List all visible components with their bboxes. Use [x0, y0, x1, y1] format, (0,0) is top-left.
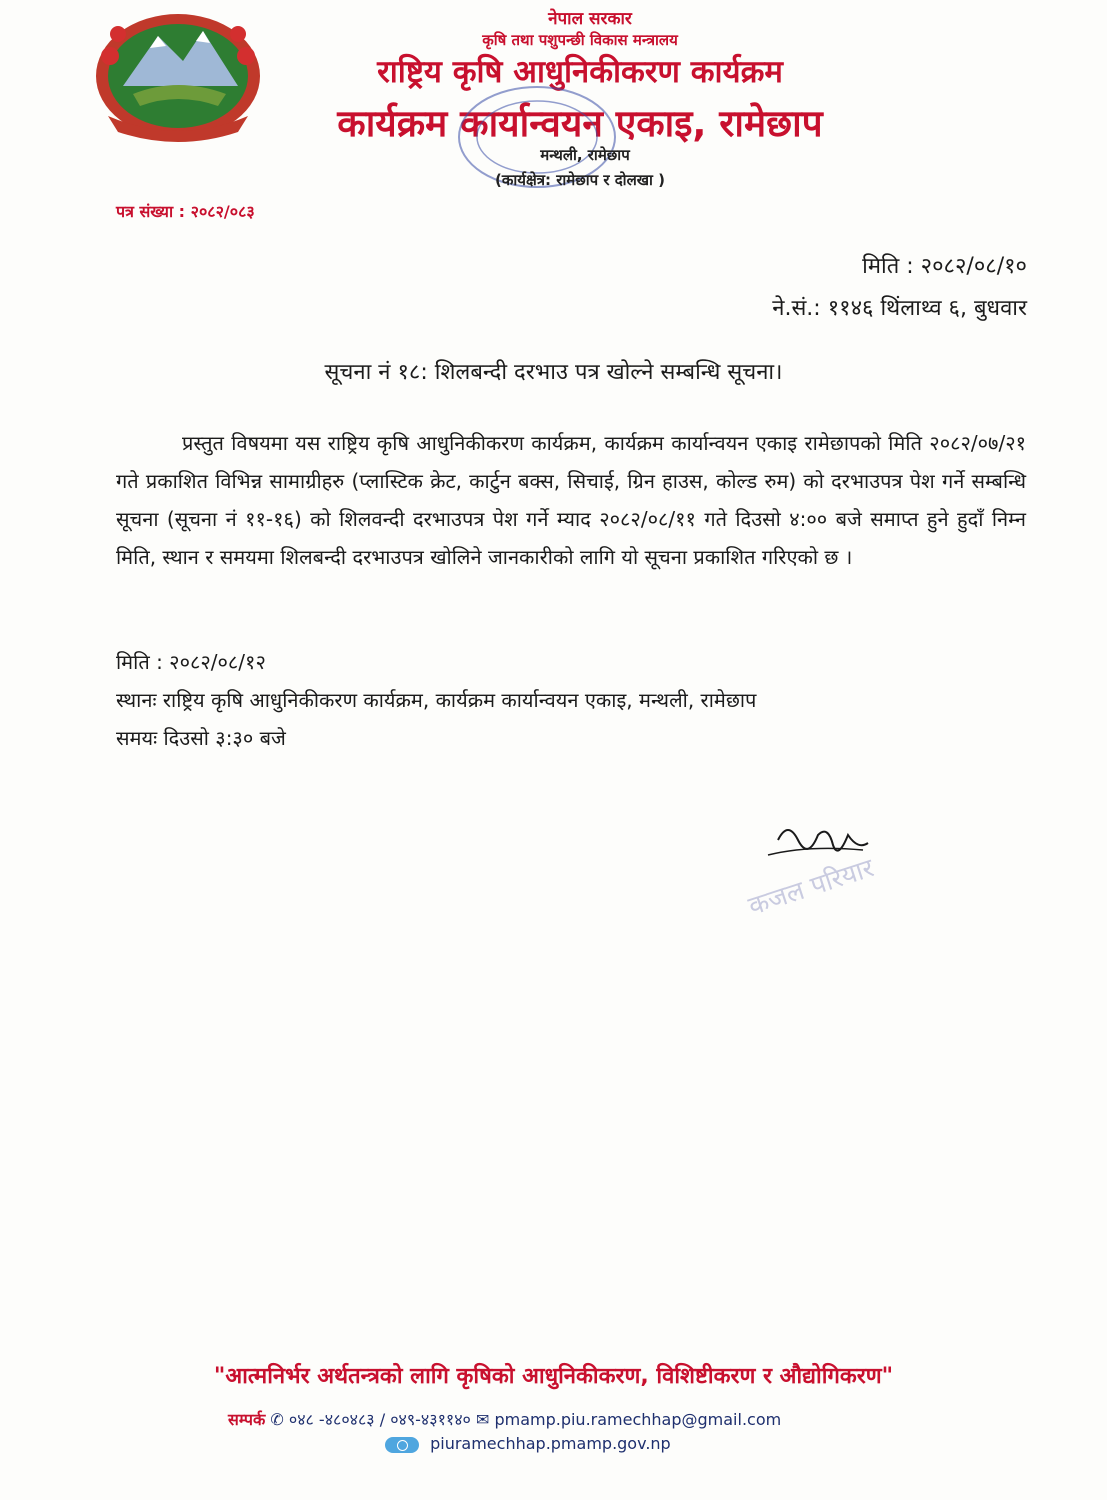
phone-numbers: ०४८ -४८०४८३ / ०४९-४३११४०: [288, 1410, 471, 1429]
government-name: नेपाल सरकार: [548, 9, 632, 29]
opening-date: मिति : २०८२/०८/१२: [116, 650, 266, 674]
nepal-sambat-date: ने.सं.: ११४६ थिंलाथ्व ६, बुधवार: [772, 296, 1027, 321]
email-link[interactable]: pmamp.piu.ramechhap@gmail.com: [494, 1410, 782, 1429]
signature-stamp-text: कजल परियार: [744, 853, 878, 922]
nepal-emblem-icon: [88, 6, 268, 146]
signature-icon: [738, 805, 888, 935]
notice-body: प्रस्तुत विषयमा यस राष्ट्रिय कृषि आधुनिकीकरण कार्यक्रम, कार्यक्रम कार्यान्वयन एकाइ रामेछापको मिति २०८२/०७/२१ गते प्रकाशित विभिन्न सामाग्रीहरु (प्लास्टिक क्रेट, कार्टुन बक्स, सिचाई, ग्रिन हाउस, कोल्ड रुम) को दरभाउपत्र पेश गर्ने सम्बन्धि सूचना (सूचना नं ११-१६) को शिलवन्दी दरभाउपत्र पेश गर्ने म्याद २०८२/०८/११ गते दिउसो ४:०० बजे समाप्त हुने हुदाँ निम्न मिति, स्थान र समयमा शिलबन्दी दरभाउपत्र खोलिने जानकारीको लागि यो सूचना प्रकाशित गरिएको छ ।: [116, 431, 1026, 569]
ministry-name: कृषि तथा पशुपन्छी विकास मन्त्रालय: [482, 31, 678, 49]
reference-number: पत्र संख्या : २०८२/०८३: [116, 202, 255, 221]
program-name: राष्ट्रिय कृषि आधुनिकीकरण कार्यक्रम: [377, 54, 783, 90]
footer-contact: [228, 1408, 781, 1430]
website-link[interactable]: piuramechhap.pmamp.gov.np: [430, 1434, 671, 1453]
phone-icon: ✆: [270, 1410, 284, 1429]
opening-place: स्थानः राष्ट्रिय कृषि आधुनिकीकरण कार्यक्रम, कार्यक्रम कार्यान्वयन एकाइ, मन्थली, रामेछाप: [116, 688, 757, 712]
opening-time: समयः दिउसो ३:३० बजे: [116, 726, 286, 750]
issue-date: मिति : २०८२/०८/१०: [862, 254, 1027, 279]
globe-icon: [385, 1437, 419, 1453]
date-block: [772, 246, 1027, 330]
notice-subject: सूचना नं १८: शिलबन्दी दरभाउ पत्र खोल्ने सम्बन्धि सूचना।: [324, 360, 783, 385]
footer-slogan: "आत्मनिर्भर अर्थतन्त्रको लागि कृषिको आधुनिकीकरण, विशिष्टीकरण र औद्योगिकरण": [213, 1364, 894, 1389]
footer-website: [385, 1434, 671, 1453]
opening-details: [116, 643, 756, 757]
office-area: (कार्यक्षेत्र: रामेछाप र दोलखा ): [495, 171, 665, 189]
contact-label: सम्पर्क: [228, 1410, 266, 1429]
letterhead: [0, 0, 1107, 230]
email-icon: ✉: [475, 1410, 490, 1429]
unit-name: कार्यक्रम कार्यान्वयन एकाइ, रामेछाप: [337, 102, 823, 145]
office-place: मन्थली, रामेछाप: [540, 146, 630, 164]
